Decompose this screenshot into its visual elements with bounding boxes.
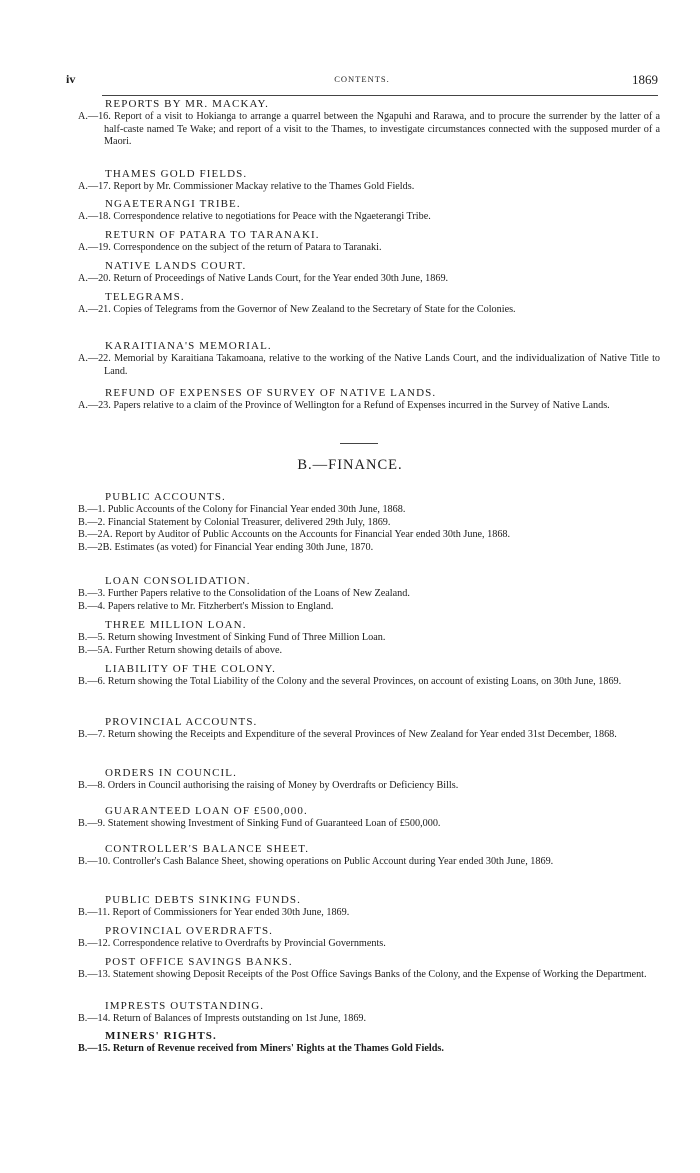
entry-text: Papers relative to Mr. Fitzherbert's Mission to England. [107, 600, 334, 612]
section-heading: TELEGRAMS. [105, 291, 185, 303]
section-heading: IMPRESTS OUTSTANDING. [105, 1000, 265, 1012]
contents-entry [78, 273, 660, 286]
entry-text: Further Return showing details of above. [115, 644, 283, 656]
section-heading: KARAITIANA'S MEMORIAL. [105, 340, 272, 352]
section-heading: GUARANTEED LOAN OF £500,000. [105, 805, 308, 817]
contents-entry [78, 969, 660, 982]
section-miners-rights [78, 1030, 660, 1056]
section-telegrams [78, 291, 660, 317]
entry-id: B.—14. [78, 1013, 111, 1024]
section-heading: ORDERS IN COUNCIL. [105, 767, 237, 779]
contents-entry [78, 242, 660, 255]
entry-id: B.—10. [78, 856, 111, 867]
section-heading: NGAETERANGI TRIBE. [105, 198, 241, 210]
entry-text: Correspondence on the subject of the return of Patara to Taranaki. [113, 242, 382, 253]
contents-entry [78, 780, 660, 793]
entry-text: Statement showing Deposit Receipts of the Post Office Savings Banks of the Colony, and the Expense of Working the Department. [112, 969, 647, 980]
entry-text: Financial Statement by Colonial Treasurer, delivered 29th July, 1869. [107, 516, 391, 528]
contents-entry [78, 588, 660, 601]
contents-entry [78, 676, 660, 689]
section-heading: NATIVE LANDS COURT. [105, 260, 247, 272]
contents-entry [78, 400, 660, 413]
contents-entry [78, 353, 660, 378]
page-header [66, 72, 658, 92]
section-reports-mackay [78, 98, 660, 149]
section-orders-in-council [78, 767, 660, 793]
running-title: CONTENTS. [334, 74, 390, 84]
section-controllers-balance [78, 843, 660, 869]
section-provincial-accounts [78, 716, 660, 742]
entry-text: Return showing the Receipts and Expenditure of the several Provinces of New Zealand for Year ended 31st December, 1868. [107, 729, 617, 740]
contents-entry [78, 1013, 660, 1026]
section-karaitiana [78, 340, 660, 378]
contents-entry [78, 529, 660, 542]
entry-id: A.—21. [78, 304, 111, 315]
contents-entry [78, 181, 660, 194]
contents-entry [78, 938, 660, 951]
contents-entry [78, 1043, 660, 1056]
entry-id: A.—23. [78, 400, 111, 411]
entry-text: Correspondence relative to negotiations for Peace with the Ngaeterangi Tribe. [113, 211, 431, 222]
section-heading: REFUND OF EXPENSES OF SURVEY OF NATIVE LANDS. [105, 387, 437, 399]
entry-id: A.—19. [78, 242, 111, 253]
entry-text: Return showing the Total Liability of the Colony and the several Provinces, on account of existing Loans, on 30th June, 1869. [107, 676, 622, 687]
entry-text: Report of a visit to Hokianga to arrange a quarrel between the Ngapuhi and Rarawa, and to procure the surrender by the latter of a half-caste named Te Wake; and report of a visit to the Thames, to investigate circumstances connected with the supposed murder of a Maori. [104, 111, 660, 148]
entry-text: Return of Revenue received from Miners' Rights at the Thames Gold Fields. [112, 1043, 444, 1054]
entry-id: B.—2. [78, 516, 106, 528]
section-heading: MINERS' RIGHTS. [105, 1030, 217, 1042]
entry-text: Copies of Telegrams from the Governor of New Zealand to the Secretary of State for the Colonies. [113, 304, 516, 315]
section-patara [78, 229, 660, 255]
section-public-accounts [78, 491, 660, 554]
header-rule [102, 95, 658, 96]
entry-id: B.—7. [78, 729, 106, 740]
entry-text: Memorial by Karaitiana Takamoana, relative to the working of the Native Lands Court, and the individualization of Native Title to Land. [104, 353, 661, 377]
section-sinking-funds [78, 894, 660, 920]
entry-id: B.—2B. [78, 541, 112, 553]
entry-id: B.—6. [78, 676, 106, 687]
contents-entry [78, 645, 660, 658]
section-heading: CONTROLLER'S BALANCE SHEET. [105, 843, 310, 855]
entry-text: Report by Auditor of Public Accounts on the Accounts for Financial Year ended 30th June, 1868. [115, 529, 511, 541]
entry-id: B.—12. [78, 938, 111, 949]
entry-text: Papers relative to a claim of the Province of Wellington for a Refund of Expenses incurred in the Survey of Native Lands. [113, 400, 610, 411]
entry-id: A.—18. [78, 211, 111, 222]
section-heading: PROVINCIAL ACCOUNTS. [105, 716, 258, 728]
section-thames-gold-fields [78, 168, 660, 194]
section-b-title: B.—FINANCE. [297, 457, 403, 473]
section-heading: PUBLIC DEBTS SINKING FUNDS. [105, 894, 301, 906]
section-provincial-overdrafts [78, 925, 660, 951]
entry-id: B.—13. [78, 969, 111, 980]
entry-text: Report of Commissioners for Year ended 30th June, 1869. [112, 907, 350, 918]
entry-id: A.—16. [78, 111, 111, 122]
section-ngaeterangi [78, 198, 660, 224]
entry-id: A.—22. [78, 353, 111, 364]
entry-text: Correspondence relative to Overdrafts by Provincial Governments. [112, 938, 386, 949]
contents-entry [78, 907, 660, 920]
contents-entry [78, 632, 660, 645]
contents-entry [78, 504, 660, 517]
entry-id: B.—9. [78, 818, 106, 829]
section-heading: THAMES GOLD FIELDS. [105, 168, 248, 180]
section-native-lands-court [78, 260, 660, 286]
section-liability [78, 663, 660, 689]
section-heading: RETURN OF PATARA TO TARANAKI. [105, 229, 320, 241]
contents-entry [78, 729, 660, 742]
section-imprests [78, 1000, 660, 1026]
entry-id: A.—20. [78, 273, 111, 284]
section-heading: LOAN CONSOLIDATION. [105, 575, 251, 587]
section-heading: PUBLIC ACCOUNTS. [105, 491, 226, 503]
entry-text: Estimates (as voted) for Financial Year ending 30th June, 1870. [114, 541, 374, 553]
section-three-million-loan [78, 619, 660, 657]
contents-entry [78, 304, 660, 317]
entry-id: B.—2A. [78, 529, 113, 541]
entry-id: A.—17. [78, 181, 111, 192]
contents-entry [78, 856, 660, 869]
entry-text: Orders in Council authorising the raising of Money by Overdrafts or Deficiency Bills. [107, 780, 459, 791]
entry-id: B.—15. [78, 1043, 111, 1054]
entry-text: Report by Mr. Commissioner Mackay relative to the Thames Gold Fields. [113, 181, 415, 192]
entry-text: Statement showing Investment of Sinking Fund of Guaranteed Loan of £500,000. [107, 818, 441, 829]
section-heading: PROVINCIAL OVERDRAFTS. [105, 925, 274, 937]
section-savings-banks [78, 956, 660, 982]
contents-entry [78, 818, 660, 831]
page-number: iv [66, 72, 76, 86]
section-heading: REPORTS BY MR. MACKAY. [105, 98, 270, 110]
entry-text: Further Papers relative to the Consolidation of the Loans of New Zealand. [107, 588, 410, 599]
entry-text: Return of Proceedings of Native Lands Court, for the Year ended 30th June, 1869. [113, 273, 449, 284]
section-heading: THREE MILLION LOAN. [105, 619, 247, 631]
contents-entry [78, 517, 660, 530]
entry-id: B.—8. [78, 780, 106, 791]
section-refund-survey [78, 387, 660, 413]
entry-id: B.—5. [78, 632, 106, 643]
entry-id: B.—4. [78, 600, 106, 612]
contents-entry [78, 211, 660, 224]
contents-entry [78, 542, 660, 555]
section-loan-consolidation [78, 575, 660, 613]
section-divider [340, 443, 378, 444]
section-guaranteed-loan [78, 805, 660, 831]
entry-text: Return showing Investment of Sinking Fund of Three Million Loan. [107, 632, 386, 643]
section-heading: LIABILITY OF THE COLONY. [105, 663, 277, 675]
entry-text: Return of Balances of Imprests outstanding on 1st June, 1869. [112, 1013, 367, 1024]
entry-text: Controller's Cash Balance Sheet, showing operations on Public Account during Year ended 30th June, 1869. [112, 856, 554, 867]
year: 1869 [632, 72, 658, 87]
contents-entry [78, 601, 660, 614]
entry-id: B.—1. [78, 504, 106, 515]
entry-id: B.—3. [78, 588, 106, 599]
contents-entry [78, 111, 660, 149]
entry-id: B.—5A. [78, 644, 113, 656]
entry-text: Public Accounts of the Colony for Financial Year ended 30th June, 1868. [107, 504, 406, 515]
entry-id: B.—11. [78, 907, 110, 918]
section-heading: POST OFFICE SAVINGS BANKS. [105, 956, 293, 968]
